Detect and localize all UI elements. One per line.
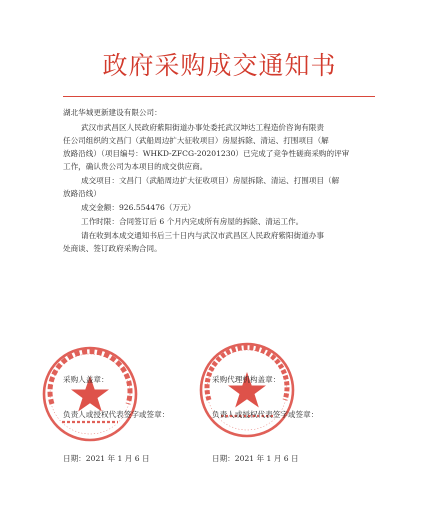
body-p2-line1: 成交项目：文昌门（武船周边扩大征收项目）房屋拆除、清运、打围项目（解 bbox=[81, 176, 340, 185]
agency-rep-signature: 负责人或授权代表签字或签章： bbox=[212, 410, 319, 419]
contract-amount: 成交金额：926.554476（万元） bbox=[81, 203, 196, 212]
body-p1-line3: 放路沿线）（项目编号：WHKD-ZFCG-20201230）已完成了竞争性磋商采购的评审 bbox=[63, 149, 350, 158]
agency-seal bbox=[197, 340, 297, 440]
agency-seal-label: 采购代理机构盖章： bbox=[212, 375, 281, 384]
body-p1-line1: 武汉市武昌区人民政府紫阳街道办事处委托武汉坤达工程造价咨询有限责 bbox=[81, 123, 324, 132]
body-p2-line2: 放路沿线） bbox=[63, 189, 101, 198]
work-period: 工作时限：合同签订后 6 个月内完成所有房屋的拆除、清运工作。 bbox=[81, 217, 304, 226]
document-title: 政府采购成交通知书 bbox=[102, 51, 337, 80]
purchaser-date: 日期：2021 年 1 月 6 日 bbox=[63, 454, 150, 463]
purchaser-rep-signature: 负责人或授权代表签字或签章： bbox=[63, 410, 170, 419]
recipient: 湖北华城更新建设有限公司： bbox=[63, 108, 162, 117]
purchaser-seal bbox=[40, 344, 140, 444]
purchaser-seal-label: 采购人盖章： bbox=[63, 375, 109, 384]
body-p1-line2: 任公司组织的文昌门（武船周边扩大征收项目）房屋拆除、清运、打围项目（解 bbox=[63, 136, 329, 145]
title-divider bbox=[63, 96, 375, 97]
body-p3-line1: 请在收到本成交通知书后三十日内与武汉市武昌区人民政府紫阳街道办事 bbox=[81, 231, 324, 240]
agency-date: 日期：2021 年 1 月 6 日 bbox=[212, 454, 299, 463]
body-p1-line4: 工作，确认贵公司为本项目的成交供应商。 bbox=[63, 162, 208, 171]
body-p3-line2: 处商谈、签订政府采购合同。 bbox=[63, 244, 162, 253]
